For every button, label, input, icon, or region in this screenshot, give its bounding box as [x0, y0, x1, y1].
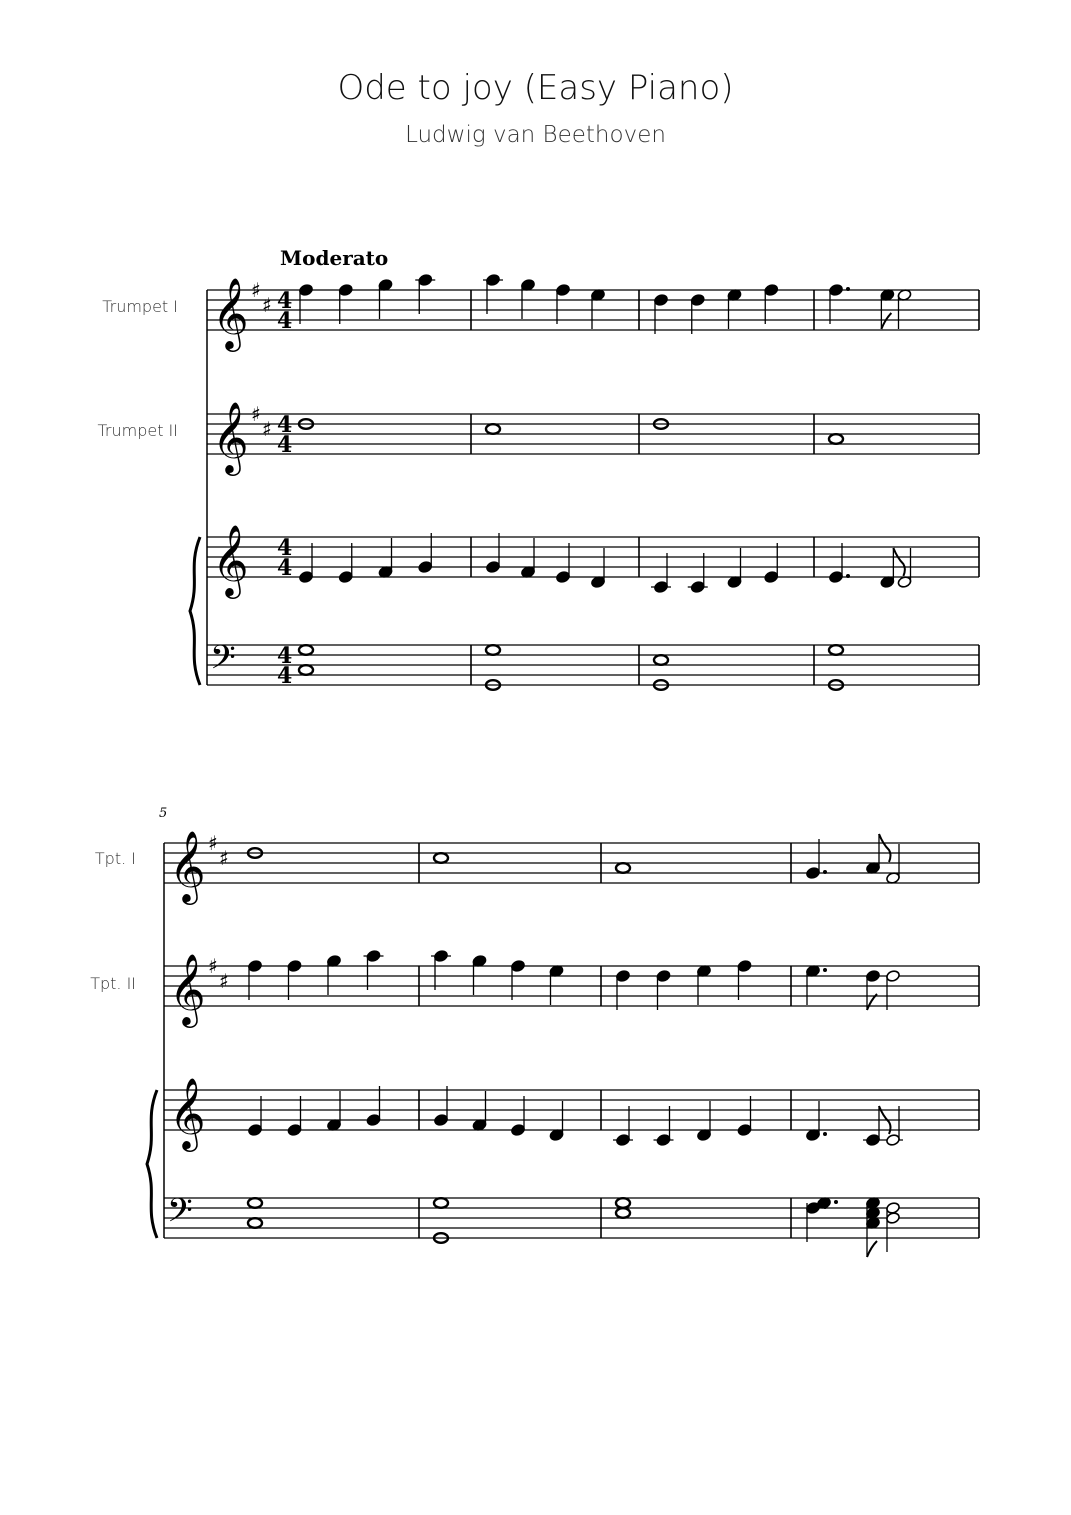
score-title: Ode to joy (Easy Piano): [337, 68, 734, 108]
time-signature-numerator: 4: [277, 288, 293, 314]
whole-note: [299, 645, 313, 655]
notehead: [764, 284, 779, 297]
whole-note: [299, 665, 313, 675]
notehead: [486, 561, 501, 574]
bass-clef-icon: 𝄢: [167, 1192, 193, 1238]
notehead: [418, 561, 433, 574]
time-signature-numerator: 4: [277, 643, 293, 669]
sharp-icon: ♯: [208, 831, 218, 855]
notehead: [556, 571, 571, 584]
notehead: [418, 274, 433, 287]
notehead: [338, 571, 353, 584]
notehead: [287, 960, 302, 973]
notehead: [366, 1114, 381, 1127]
treble-clef-icon: 𝄞: [169, 829, 206, 902]
notehead: [690, 294, 705, 307]
notehead: [656, 1134, 671, 1147]
notehead: [287, 1124, 302, 1137]
bass-clef-icon: 𝄢: [210, 639, 236, 685]
time-signature-numerator: 4: [277, 412, 293, 438]
sharp-icon: ♯: [251, 278, 261, 302]
staff-label-tpt-2: Tpt. II: [90, 974, 136, 993]
notehead: [511, 1124, 526, 1137]
whole-note: [434, 853, 448, 863]
notehead: [764, 571, 779, 584]
composer-name: Ludwig van Beethoven: [405, 122, 666, 148]
flag: [879, 834, 891, 862]
staff-label-trumpet-2: Trumpet II: [97, 421, 178, 440]
notehead: [248, 1124, 263, 1137]
notehead: [299, 571, 314, 584]
notehead: [511, 960, 526, 973]
dot: [823, 968, 827, 972]
sharp-icon: ♯: [208, 954, 218, 978]
sharp-icon: ♯: [219, 969, 229, 993]
flag: [881, 313, 891, 329]
notehead: [866, 970, 881, 983]
flag: [867, 1241, 877, 1257]
notehead: [556, 284, 571, 297]
notehead: [299, 284, 314, 297]
whole-note: [248, 1198, 262, 1208]
notehead: [866, 1134, 881, 1147]
dot: [846, 287, 850, 291]
notehead: [806, 867, 821, 880]
treble-clef-icon: 𝄞: [212, 276, 249, 349]
half-notehead: [886, 970, 901, 983]
dot: [823, 1132, 827, 1136]
time-signature-denominator: 4: [277, 663, 293, 689]
whole-note: [616, 1208, 630, 1218]
time-signature-denominator: 4: [277, 555, 293, 581]
notehead: [654, 294, 669, 307]
notehead: [829, 284, 844, 297]
half-notehead: [886, 1202, 901, 1215]
notehead: [616, 1134, 631, 1147]
staff-label-trumpet-1: Trumpet I: [102, 297, 178, 316]
notehead: [434, 1114, 449, 1127]
whole-note: [654, 655, 668, 665]
notehead: [737, 960, 752, 973]
whole-note: [829, 434, 843, 444]
tempo-marking: Moderato: [280, 246, 389, 270]
piano-brace: [190, 537, 200, 685]
time-signature-denominator: 4: [277, 308, 293, 334]
whole-note: [486, 645, 500, 655]
sharp-icon: ♯: [251, 402, 261, 426]
notehead: [486, 274, 501, 287]
whole-note: [616, 863, 630, 873]
notehead: [656, 970, 671, 983]
half-notehead: [886, 1134, 901, 1147]
dot: [823, 870, 827, 874]
treble-clef-icon: 𝄞: [212, 400, 249, 473]
notehead: [366, 950, 381, 963]
treble-clef-icon: 𝄞: [169, 1076, 206, 1149]
measure-number: 5: [159, 806, 168, 821]
dot: [834, 1200, 838, 1204]
treble-clef-icon: 𝄞: [212, 523, 249, 596]
dot: [846, 574, 850, 578]
notehead: [338, 284, 353, 297]
notehead: [690, 581, 705, 594]
whole-note: [434, 1198, 448, 1208]
time-signature-denominator: 4: [277, 432, 293, 458]
piano-brace: [147, 1090, 157, 1238]
whole-note: [829, 645, 843, 655]
whole-note: [616, 1198, 630, 1208]
time-signature-numerator: 4: [277, 535, 293, 561]
notehead: [616, 970, 631, 983]
notehead: [654, 581, 669, 594]
notehead: [737, 1124, 752, 1137]
whole-note: [248, 1218, 262, 1228]
notehead: [434, 950, 449, 963]
sharp-icon: ♯: [219, 846, 229, 870]
flag: [893, 548, 905, 576]
notehead: [829, 571, 844, 584]
staff-label-tpt-1: Tpt. I: [94, 849, 136, 868]
sharp-icon: ♯: [262, 293, 272, 317]
notehead: [248, 960, 263, 973]
treble-clef-icon: 𝄞: [169, 952, 206, 1025]
sharp-icon: ♯: [262, 417, 272, 441]
whole-note: [486, 424, 500, 434]
